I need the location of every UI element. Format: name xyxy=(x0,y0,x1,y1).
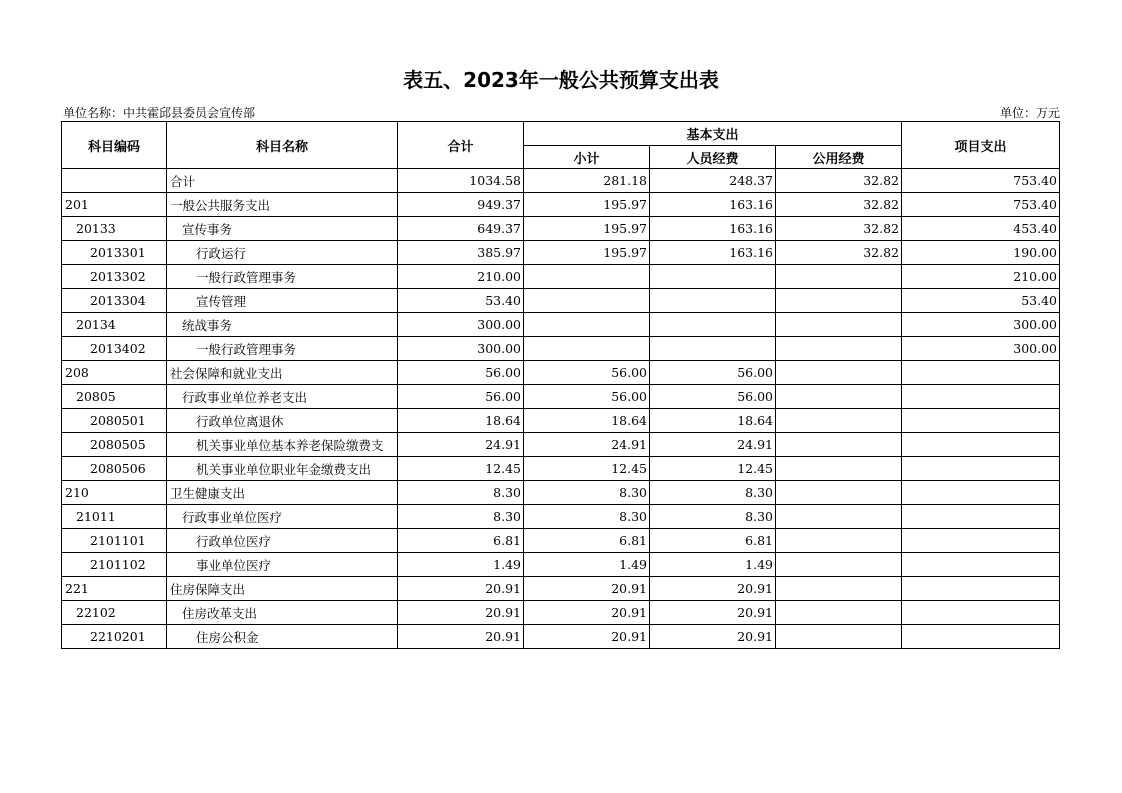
cell-name: 统战事务 xyxy=(167,313,398,337)
cell-public xyxy=(776,337,902,361)
table-row xyxy=(62,505,1060,529)
table-row xyxy=(62,625,1060,649)
cell-total: 20.91 xyxy=(398,601,524,625)
cell-personnel: 20.91 xyxy=(650,577,776,601)
cell-subtotal: 1.49 xyxy=(524,553,650,577)
cell-public: 32.82 xyxy=(776,169,902,193)
cell-project xyxy=(902,601,1060,625)
cell-public xyxy=(776,433,902,457)
cell-total: 949.37 xyxy=(398,193,524,217)
cell-project: 453.40 xyxy=(902,217,1060,241)
cell-personnel xyxy=(650,313,776,337)
table-row xyxy=(62,241,1060,265)
cell-personnel: 8.30 xyxy=(650,505,776,529)
table-row xyxy=(62,217,1060,241)
table-row xyxy=(62,529,1060,553)
cell-public xyxy=(776,385,902,409)
cell-name: 机关事业单位基本养老保险缴费支 xyxy=(167,433,398,457)
cell-total: 24.91 xyxy=(398,433,524,457)
cell-personnel: 163.16 xyxy=(650,193,776,217)
cell-total: 18.64 xyxy=(398,409,524,433)
cell-total: 6.81 xyxy=(398,529,524,553)
cell-public xyxy=(776,505,902,529)
cell-public xyxy=(776,289,902,313)
cell-public: 32.82 xyxy=(776,241,902,265)
cell-code: 2013304 xyxy=(62,289,167,313)
cell-project xyxy=(902,481,1060,505)
cell-code: 22102 xyxy=(62,601,167,625)
header-personnel: 人员经费 xyxy=(650,146,776,169)
table-row xyxy=(62,265,1060,289)
cell-subtotal: 195.97 xyxy=(524,241,650,265)
cell-subtotal xyxy=(524,289,650,313)
cell-total: 53.40 xyxy=(398,289,524,313)
cell-subtotal: 56.00 xyxy=(524,361,650,385)
cell-total: 1.49 xyxy=(398,553,524,577)
cell-name: 机关事业单位职业年金缴费支出 xyxy=(167,457,398,481)
unit-label: 单位：万元 xyxy=(999,106,1060,120)
cell-code: 208 xyxy=(62,361,167,385)
cell-subtotal xyxy=(524,265,650,289)
cell-project: 210.00 xyxy=(902,265,1060,289)
cell-project xyxy=(902,529,1060,553)
cell-public xyxy=(776,625,902,649)
cell-code: 20133 xyxy=(62,217,167,241)
cell-code: 21011 xyxy=(62,505,167,529)
table-row xyxy=(62,193,1060,217)
cell-total: 210.00 xyxy=(398,265,524,289)
cell-name: 住房公积金 xyxy=(167,625,398,649)
cell-project xyxy=(902,385,1060,409)
cell-public xyxy=(776,409,902,433)
unit-name: 单位名称：中共霍邱县委员会宣传部 xyxy=(63,106,256,120)
page-title: 表五、2023年一般公共预算支出表 xyxy=(403,68,719,92)
cell-name: 行政事业单位养老支出 xyxy=(167,385,398,409)
cell-total: 300.00 xyxy=(398,313,524,337)
table-row xyxy=(62,553,1060,577)
table-row xyxy=(62,481,1060,505)
cell-code: 2013302 xyxy=(62,265,167,289)
cell-public xyxy=(776,457,902,481)
cell-name: 宣传管理 xyxy=(167,289,398,313)
cell-code: 210 xyxy=(62,481,167,505)
cell-personnel: 20.91 xyxy=(650,601,776,625)
cell-name: 宣传事务 xyxy=(167,217,398,241)
cell-personnel: 24.91 xyxy=(650,433,776,457)
cell-subtotal: 20.91 xyxy=(524,625,650,649)
header-subtotal: 小计 xyxy=(524,146,650,169)
cell-subtotal xyxy=(524,337,650,361)
budget-table xyxy=(61,121,1060,649)
cell-personnel: 6.81 xyxy=(650,529,776,553)
cell-subtotal xyxy=(524,313,650,337)
cell-personnel: 56.00 xyxy=(650,385,776,409)
cell-public xyxy=(776,529,902,553)
cell-personnel: 12.45 xyxy=(650,457,776,481)
cell-name: 一般公共服务支出 xyxy=(167,193,398,217)
cell-total: 649.37 xyxy=(398,217,524,241)
table-row xyxy=(62,337,1060,361)
cell-subtotal: 8.30 xyxy=(524,505,650,529)
cell-total: 20.91 xyxy=(398,625,524,649)
header-public: 公用经费 xyxy=(776,146,902,169)
cell-name: 住房保障支出 xyxy=(167,577,398,601)
cell-public: 32.82 xyxy=(776,217,902,241)
cell-name: 事业单位医疗 xyxy=(167,553,398,577)
cell-code: 201 xyxy=(62,193,167,217)
cell-public xyxy=(776,313,902,337)
cell-code: 2080506 xyxy=(62,457,167,481)
cell-project xyxy=(902,433,1060,457)
cell-total: 56.00 xyxy=(398,361,524,385)
cell-personnel xyxy=(650,265,776,289)
cell-subtotal: 56.00 xyxy=(524,385,650,409)
cell-name: 行政单位医疗 xyxy=(167,529,398,553)
cell-project: 300.00 xyxy=(902,337,1060,361)
table-row xyxy=(62,457,1060,481)
cell-code: 2013402 xyxy=(62,337,167,361)
cell-subtotal: 195.97 xyxy=(524,193,650,217)
cell-total: 12.45 xyxy=(398,457,524,481)
cell-project: 753.40 xyxy=(902,193,1060,217)
cell-subtotal: 195.97 xyxy=(524,217,650,241)
table-row xyxy=(62,385,1060,409)
cell-public xyxy=(776,481,902,505)
cell-project xyxy=(902,361,1060,385)
cell-code: 2210201 xyxy=(62,625,167,649)
cell-name: 行政运行 xyxy=(167,241,398,265)
cell-name: 一般行政管理事务 xyxy=(167,265,398,289)
cell-name: 行政事业单位医疗 xyxy=(167,505,398,529)
cell-total: 8.30 xyxy=(398,505,524,529)
cell-code xyxy=(62,169,167,193)
cell-code: 20805 xyxy=(62,385,167,409)
cell-personnel: 20.91 xyxy=(650,625,776,649)
table-body xyxy=(62,169,1060,649)
table-row xyxy=(62,577,1060,601)
cell-code: 2101102 xyxy=(62,553,167,577)
cell-subtotal: 18.64 xyxy=(524,409,650,433)
cell-public xyxy=(776,361,902,385)
cell-name: 行政单位离退休 xyxy=(167,409,398,433)
cell-code: 2080501 xyxy=(62,409,167,433)
cell-subtotal: 281.18 xyxy=(524,169,650,193)
table-row xyxy=(62,169,1060,193)
cell-code: 2080505 xyxy=(62,433,167,457)
cell-code: 221 xyxy=(62,577,167,601)
table-row xyxy=(62,601,1060,625)
cell-public: 32.82 xyxy=(776,193,902,217)
header-basic: 基本支出 xyxy=(524,122,902,146)
cell-project: 300.00 xyxy=(902,313,1060,337)
table-row xyxy=(62,433,1060,457)
cell-total: 56.00 xyxy=(398,385,524,409)
cell-project xyxy=(902,409,1060,433)
cell-personnel: 1.49 xyxy=(650,553,776,577)
table-row xyxy=(62,361,1060,385)
cell-subtotal: 24.91 xyxy=(524,433,650,457)
table-row xyxy=(62,409,1060,433)
cell-public xyxy=(776,601,902,625)
cell-name: 住房改革支出 xyxy=(167,601,398,625)
cell-personnel: 248.37 xyxy=(650,169,776,193)
cell-personnel: 56.00 xyxy=(650,361,776,385)
cell-project xyxy=(902,553,1060,577)
cell-subtotal: 6.81 xyxy=(524,529,650,553)
cell-personnel: 8.30 xyxy=(650,481,776,505)
cell-personnel: 18.64 xyxy=(650,409,776,433)
cell-personnel xyxy=(650,337,776,361)
cell-subtotal: 8.30 xyxy=(524,481,650,505)
header-project: 项目支出 xyxy=(902,122,1060,169)
cell-project xyxy=(902,457,1060,481)
cell-personnel: 163.16 xyxy=(650,217,776,241)
header-code: 科目编码 xyxy=(62,122,167,169)
header-name: 科目名称 xyxy=(167,122,398,169)
cell-name: 社会保障和就业支出 xyxy=(167,361,398,385)
cell-subtotal: 20.91 xyxy=(524,601,650,625)
cell-project: 753.40 xyxy=(902,169,1060,193)
cell-code: 2013301 xyxy=(62,241,167,265)
cell-total: 20.91 xyxy=(398,577,524,601)
header-total: 合计 xyxy=(398,122,524,169)
cell-code: 20134 xyxy=(62,313,167,337)
cell-subtotal: 20.91 xyxy=(524,577,650,601)
cell-code: 2101101 xyxy=(62,529,167,553)
cell-name: 合计 xyxy=(167,169,398,193)
cell-project xyxy=(902,577,1060,601)
cell-project xyxy=(902,505,1060,529)
cell-personnel xyxy=(650,289,776,313)
cell-name: 卫生健康支出 xyxy=(167,481,398,505)
cell-name: 一般行政管理事务 xyxy=(167,337,398,361)
cell-project: 190.00 xyxy=(902,241,1060,265)
cell-public xyxy=(776,577,902,601)
cell-project xyxy=(902,625,1060,649)
cell-public xyxy=(776,265,902,289)
cell-public xyxy=(776,553,902,577)
cell-project: 53.40 xyxy=(902,289,1060,313)
cell-personnel: 163.16 xyxy=(650,241,776,265)
cell-total: 300.00 xyxy=(398,337,524,361)
table-row xyxy=(62,289,1060,313)
cell-total: 385.97 xyxy=(398,241,524,265)
cell-total: 1034.58 xyxy=(398,169,524,193)
cell-subtotal: 12.45 xyxy=(524,457,650,481)
cell-total: 8.30 xyxy=(398,481,524,505)
table-row xyxy=(62,313,1060,337)
